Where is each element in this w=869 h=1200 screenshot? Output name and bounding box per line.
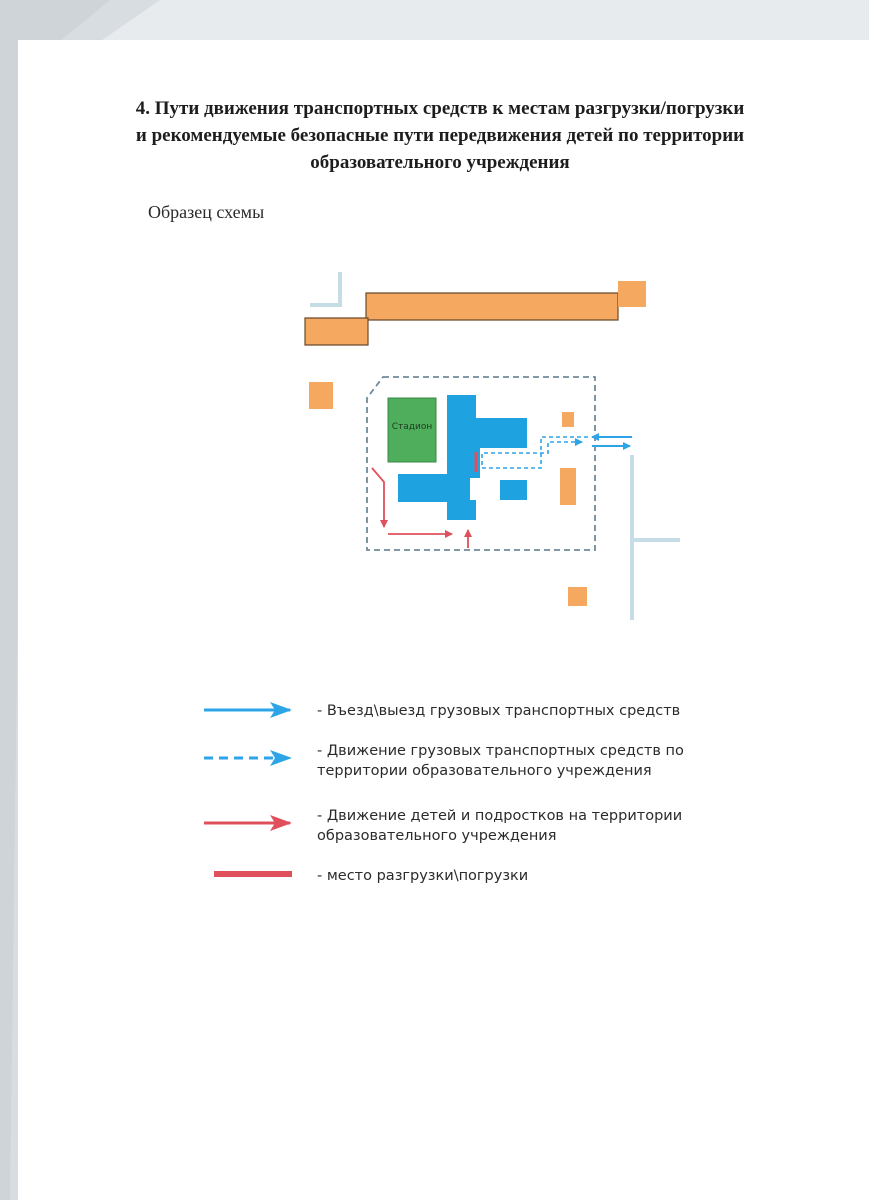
title-line-3: образовательного учреждения (310, 152, 570, 173)
title-line-2: и рекомендуемые безопасные пути передвижения детей по территории (135, 125, 745, 146)
legend-text-children-route: - Движение детей и подростков на территории образовательного учреждения (317, 808, 683, 844)
neighbor-buildings (305, 281, 646, 345)
neighbor-building-small (562, 412, 574, 427)
scheme-caption: Образец схемы (148, 202, 265, 222)
stadium-label: Стадион (391, 422, 433, 432)
neighbor-building-top-left (305, 318, 368, 345)
children-route-down (372, 468, 384, 527)
legend-text-truck-entry: - Въезд\выезд грузовых транспортных средств (317, 703, 681, 719)
legend-text-truck-internal: - Движение грузовых транспортных средств по территории образовательного учреждения (317, 743, 684, 779)
title-line-1: 4. Пути движения транспортных средств к местам разгрузки/погрузки (135, 98, 745, 119)
neighbor-building-bottom (568, 587, 587, 606)
legend-text-unloading: - место разгрузки\погрузки (317, 868, 529, 884)
neighbor-building-left (309, 382, 333, 409)
neighbor-building-top (366, 293, 618, 320)
neighbor-building-right (560, 468, 576, 505)
neighbor-building-top-right (618, 281, 646, 307)
